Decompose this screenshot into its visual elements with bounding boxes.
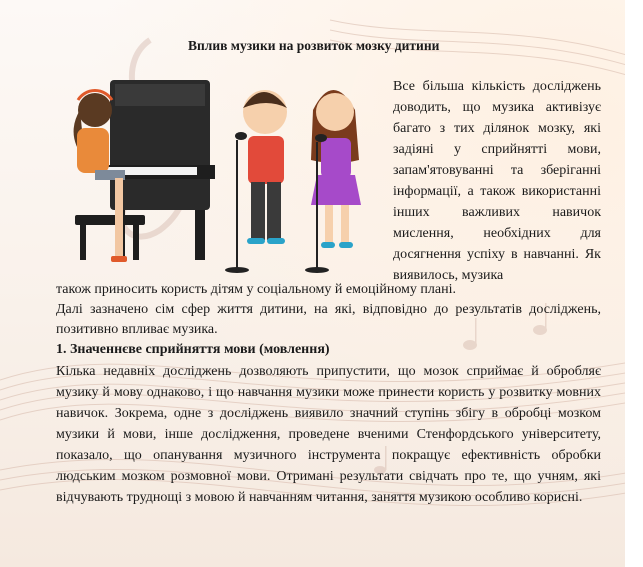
girl-singer [305, 90, 361, 273]
intro-paragraph-continuation: також приносить користь дітям у соціальному й емоційному плані. [56, 282, 456, 297]
boy-singer [225, 90, 287, 273]
overview-paragraph: Далі зазначено сім сфер життя дитини, на які, відповідно до результатів досліджень, позитивно впливає музика. [56, 302, 601, 337]
kids-music-illustration [55, 70, 385, 280]
intro-paragraph: Все більша кількість досліджень доводить, що музика активізує багато з тих ділянок мозку, які задіяні у сприйнятті мови, запам'ятовуванні та зберіганні інформації, а також використанні інших важливих навичок мислення, необхідних для досягнення успіху в навчанні. Як виявилось, музика [393, 79, 601, 283]
page-title: Вплив музики на розвиток мозку дитини [188, 38, 440, 53]
section-paragraph: Кілька недавніх досліджень дозволяють припустити, що мозок сприймає й обробляє музику й мову однаково, і що навчання музики може принести користь у розвитку мовних навичок. Зокрема, одне з досліджень виявило значний ступінь збігу в обробці мозком музики й мови, інше дослідження, проведене вченими Стенфордського університету, показало, що опанування музичного інструмента покращує ефективність обробки людським мозком розмовної мови. Отримані результати свідчать про те, що учням, які відчувають труднощі з мовою й навчанням читання, заняття музикою особливо корисні. [56, 364, 601, 505]
right-margin [625, 0, 643, 567]
section-heading: 1. Значеннєве сприйняття мови (мовлення) [56, 342, 330, 357]
